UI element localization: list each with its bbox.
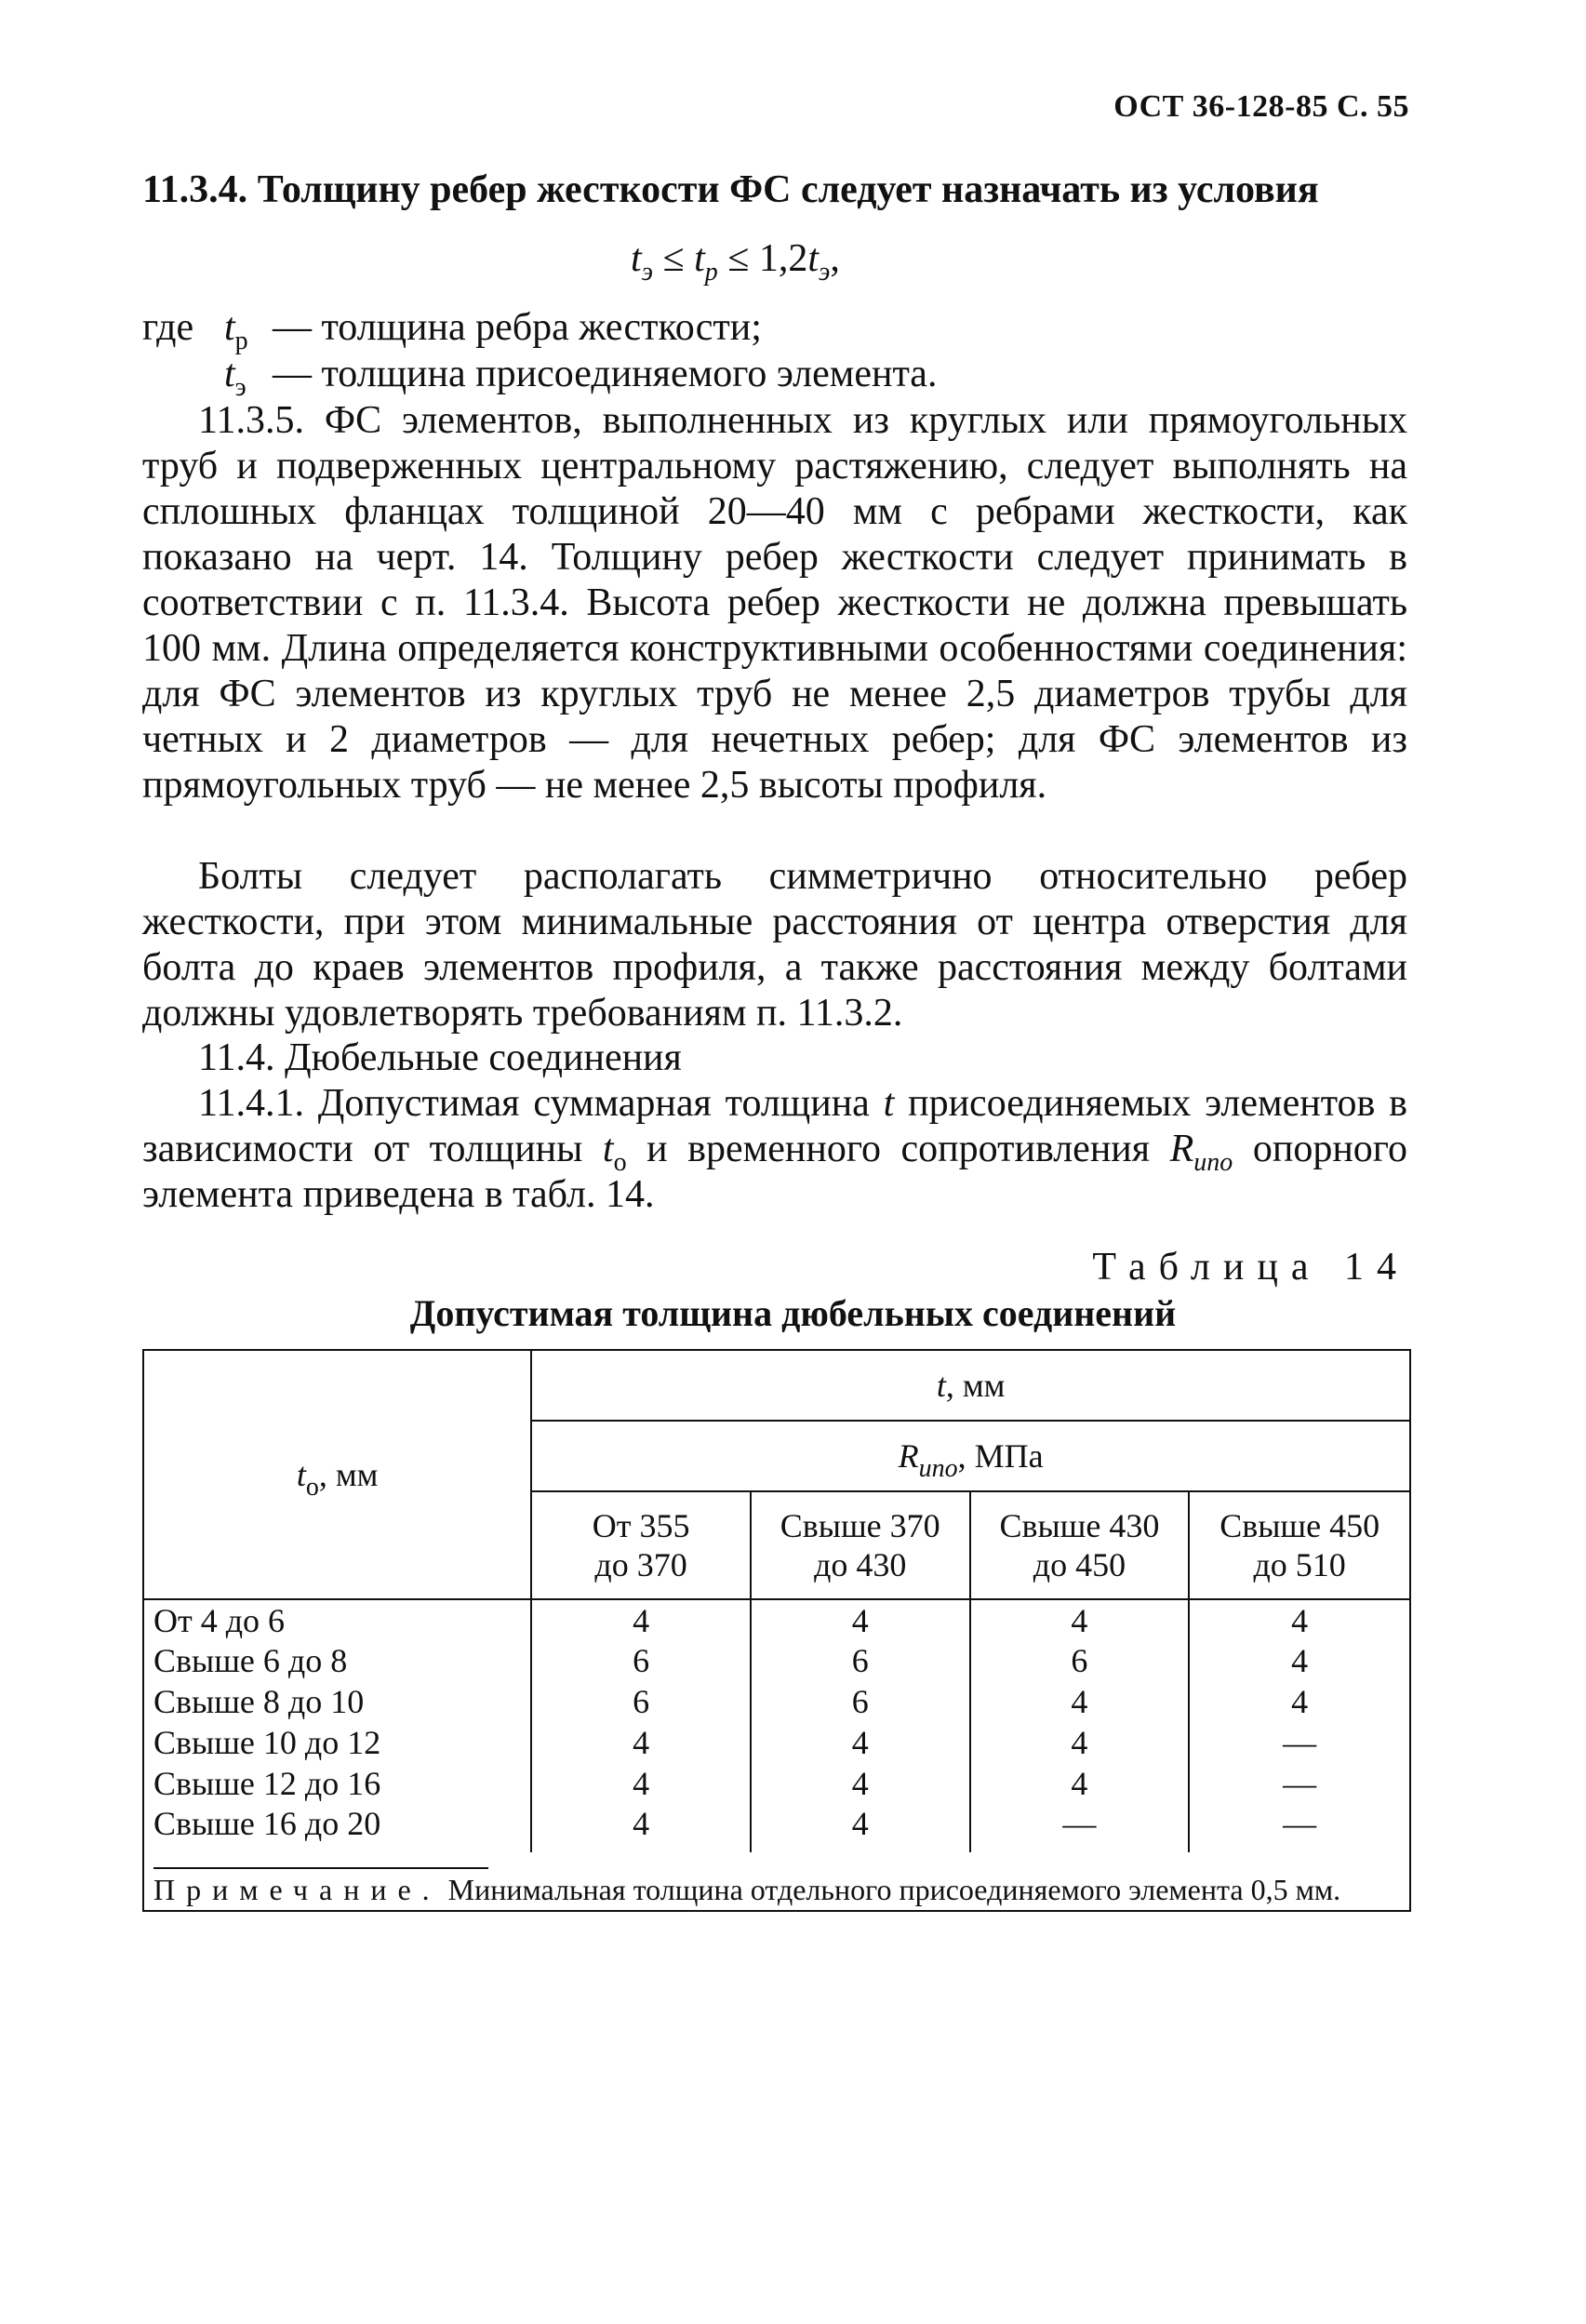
table-row bbox=[143, 1763, 1410, 1804]
row-label: Свыше 12 до 16 bbox=[143, 1763, 531, 1804]
section-11-4: 11.4. Дюбельные соединения bbox=[198, 1036, 682, 1079]
table-cell: — bbox=[970, 1804, 1190, 1852]
row-label: От 4 до 6 bbox=[143, 1599, 531, 1640]
table-cell: 6 bbox=[751, 1681, 970, 1722]
row-label: Свыше 16 до 20 bbox=[143, 1804, 531, 1852]
section-text: Толщину ребер жесткости ФС следует назначать из условия bbox=[257, 168, 1319, 211]
table-cell: 4 bbox=[1189, 1599, 1410, 1640]
range-header: От 355 до 370 bbox=[531, 1491, 751, 1599]
table-row bbox=[143, 1804, 1410, 1852]
table-cell: 6 bbox=[531, 1681, 751, 1722]
table-note bbox=[143, 1852, 1410, 1911]
table-row bbox=[143, 1599, 1410, 1640]
table-cell: 6 bbox=[970, 1640, 1190, 1681]
table-label: Таблица 14 bbox=[1092, 1246, 1409, 1289]
table-row bbox=[143, 1681, 1410, 1722]
table-cell: 4 bbox=[970, 1763, 1190, 1804]
table-cell: 4 bbox=[531, 1804, 751, 1852]
section-11-3-4 bbox=[142, 167, 1407, 213]
table-cell: 4 bbox=[970, 1681, 1190, 1722]
table-row bbox=[143, 1722, 1410, 1763]
table-cell: 4 bbox=[751, 1804, 970, 1852]
row-label: Свыше 10 до 12 bbox=[143, 1722, 531, 1763]
header-r: $R_{uno}$, МПа bbox=[531, 1421, 1410, 1491]
table-cell: — bbox=[1189, 1763, 1410, 1804]
table-cell: 4 bbox=[1189, 1681, 1410, 1722]
formula: $t_э \le t_р \le 1,2t_э$, bbox=[631, 237, 840, 287]
range-header: Свыше 430 до 450 bbox=[970, 1491, 1190, 1599]
table-cell: 4 bbox=[751, 1763, 970, 1804]
definition-text: — толщина присоединяемого элемента. bbox=[273, 353, 938, 395]
table-cell: 4 bbox=[531, 1722, 751, 1763]
table-cell: 6 bbox=[751, 1640, 970, 1681]
note-label: Примечание. bbox=[153, 1873, 441, 1906]
table-title: Допустимая толщина дюбельных соединений bbox=[409, 1292, 1177, 1334]
section-11-4-1: 11.4.1. Допустимая суммарная толщина t присоединяемых элементов в зависимости от толщины $t_о$ и временного сопротивления $R_{uno}$ опорного элемента приведена в табл. 14. bbox=[142, 1082, 1407, 1216]
header-t0: $t_о$, мм bbox=[143, 1350, 531, 1599]
table-cell: 4 bbox=[531, 1599, 751, 1640]
page-header: ОСТ 36-128-85 С. 55 bbox=[1113, 89, 1409, 124]
definition-prefix: где bbox=[142, 306, 194, 349]
definition-symbol: $t_р$ bbox=[224, 306, 248, 355]
range-header: Свыше 370 до 430 bbox=[751, 1491, 970, 1599]
definition-symbol: $t_э$ bbox=[224, 353, 247, 402]
table-cell: 4 bbox=[1189, 1640, 1410, 1681]
section-number: 11.3.4. bbox=[142, 168, 248, 211]
header-t: t, мм bbox=[531, 1350, 1410, 1421]
thickness-table bbox=[142, 1349, 1411, 1912]
note-text: Минимальная толщина отдельного присоединяемого элемента 0,5 мм. bbox=[440, 1873, 1341, 1906]
table-note-row bbox=[143, 1852, 1410, 1911]
range-header: Свыше 450 до 510 bbox=[1189, 1491, 1410, 1599]
table-cell: — bbox=[1189, 1722, 1410, 1763]
bolts-paragraph: Болты следует располагать симметрично относительно ребер жесткости, при этом минимальные расстояния от центра отверстия для болта до краев элементов профиля, а также расстояния между болтами должны удовлетворять требованиям п. 11.3.2. bbox=[142, 855, 1407, 1035]
table-cell: 4 bbox=[751, 1599, 970, 1640]
note-divider bbox=[153, 1867, 488, 1869]
row-label: Свыше 6 до 8 bbox=[143, 1640, 531, 1681]
table-cell: 4 bbox=[531, 1763, 751, 1804]
table-cell: 4 bbox=[970, 1722, 1190, 1763]
table-cell: — bbox=[1189, 1804, 1410, 1852]
table-cell: 4 bbox=[970, 1599, 1190, 1640]
table-cell: 4 bbox=[751, 1722, 970, 1763]
table-cell: 6 bbox=[531, 1640, 751, 1681]
table-row bbox=[143, 1640, 1410, 1681]
section-11-3-5: 11.3.5. ФС элементов, выполненных из круглых или прямоугольных труб и подверженных центральному растяжению, следует выполнять на сплошных фланцах толщиной 20—40 мм с ребрами жесткости, как показано на черт. 14. Толщину ребер жесткости следует принимать в соответствии с п. 11.3.4. Высота ребер жесткости не должна превышать 100 мм. Длина определяется конструктивными особенностями соединения: для ФС элементов из круглых труб не менее 2,5 диаметров трубы для четных и 2 диаметров — для нечетных ребер; для ФС элементов из прямоугольных труб — не менее 2,5 высоты профиля. bbox=[142, 399, 1407, 807]
definition-text: — толщина ребра жесткости; bbox=[273, 306, 762, 349]
row-label: Свыше 8 до 10 bbox=[143, 1681, 531, 1722]
